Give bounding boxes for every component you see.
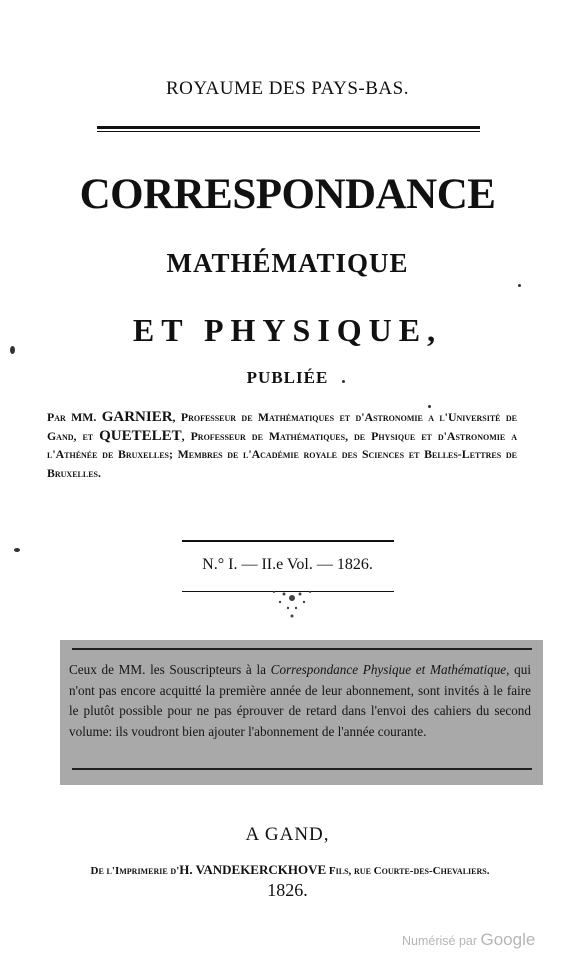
printer-suffix: Fils, rue Courte-des-Chevaliers. bbox=[326, 865, 490, 877]
imprint-year: 1826. bbox=[267, 880, 308, 900]
issue-rule-top bbox=[182, 540, 394, 542]
imprint-place: A GAND, bbox=[245, 824, 330, 845]
authors-affiliation-2: , Professeur de Mathématiques, de Physique et d'Astronomie a l'Athénée de Bruxelles; Membres de l'Académie royale des Sciences et Belles-Lettres de Bruxelles. bbox=[47, 428, 517, 480]
published-label: PUBLIÉE bbox=[246, 368, 329, 387]
watermark-prefix: Numérisé par bbox=[402, 934, 481, 948]
scan-speck bbox=[518, 284, 521, 287]
header-rule-thin bbox=[97, 131, 480, 132]
notice-rule-top bbox=[72, 648, 532, 650]
notice-text-after: , qui n'ont pas encore acquitté la première année de leur abonnement, sont invités à le faire le plutôt possible pour ne pas éprouver de retard dans l'envoi des cahiers du second volume: ils voudront bien ajouter l'abonnement de l'année courante. bbox=[69, 662, 532, 739]
scan-speck bbox=[14, 548, 20, 552]
subscriber-notice bbox=[60, 640, 543, 785]
scan-speck bbox=[10, 346, 15, 354]
watermark-brand: Google bbox=[480, 930, 536, 949]
printer-line bbox=[30, 862, 550, 878]
printer-name: H. VANDEKERCKHOVE bbox=[179, 862, 327, 877]
kingdom-heading: ROYAUME DES PAYS-BAS. bbox=[166, 78, 409, 99]
authors-affiliation-1: , Professeur de Mathématiques et d'Astronomie a l'Université de Gand, et bbox=[47, 410, 517, 443]
authors-prefix: Par MM. bbox=[47, 410, 102, 424]
authors-paragraph bbox=[47, 408, 517, 482]
issue-number: N.° I. — II.e Vol. — 1826. bbox=[202, 556, 373, 573]
author-garnier: GARNIER bbox=[101, 409, 173, 425]
notice-journal-title: Correspondance Physique et Mathématique bbox=[270, 662, 507, 677]
digitization-watermark bbox=[402, 930, 535, 950]
author-quetelet: QUETELET bbox=[99, 427, 182, 444]
printer-prefix: De l'Imprimerie d' bbox=[90, 865, 180, 877]
scan-speck bbox=[428, 405, 431, 408]
notice-text-before: Ceux de MM. les Souscripteurs à la bbox=[69, 662, 271, 677]
journal-subtitle-mathematique: MATHÉMATIQUE bbox=[166, 248, 409, 278]
header-rule bbox=[97, 126, 480, 129]
ornament-icon bbox=[262, 584, 322, 624]
notice-text bbox=[69, 660, 531, 742]
journal-title: CORRESPONDANCE bbox=[79, 171, 496, 218]
notice-rule-bottom bbox=[72, 768, 532, 770]
scan-speck bbox=[342, 380, 345, 383]
journal-subtitle-physique: ET PHYSIQUE, bbox=[132, 312, 443, 348]
